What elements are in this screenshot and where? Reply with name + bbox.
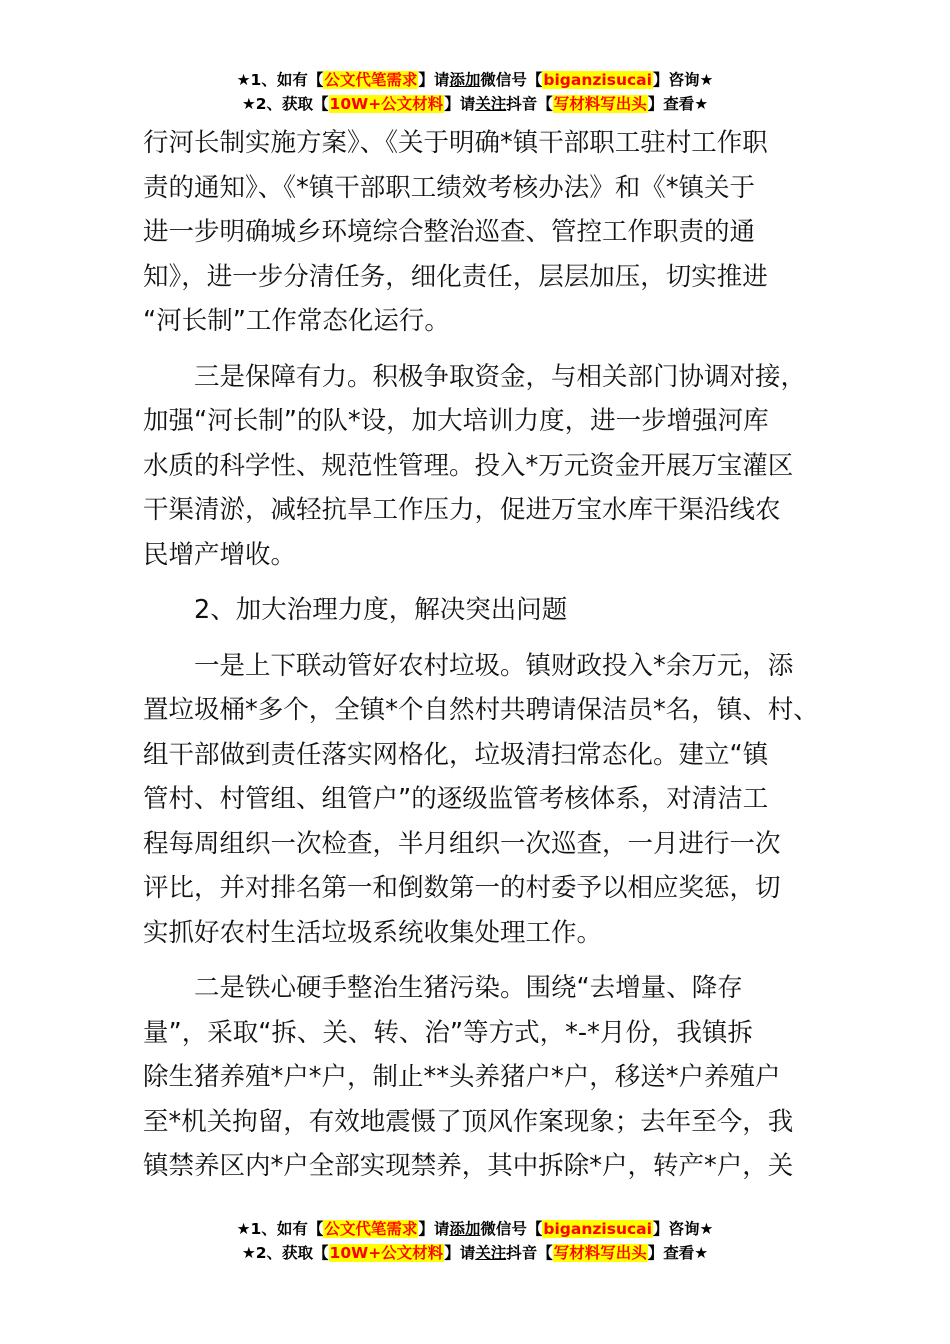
banner-underlined: 关注: [475, 1244, 507, 1262]
banner-highlight: 写材料写出头: [553, 95, 647, 113]
text-line: 除生猪养殖*户*户，制止**头养猪户*户，移送*户养殖户: [143, 1062, 781, 1092]
text-line: “河长制”工作常态化运行。: [143, 306, 450, 336]
text-line: 一是上下联动管好农村垃圾。镇财政投入*余万元，添: [143, 650, 794, 681]
section-heading: [143, 588, 823, 633]
text-line: 知》，进一步分清任务，细化责任，层层加压，切实推进: [143, 261, 768, 292]
banner-line-1: [0, 68, 950, 92]
document-body: [143, 121, 823, 1189]
text-line: 评比，并对排名第一和倒数第一的村委予以相应奖惩，切: [143, 873, 781, 903]
banner-underlined: 添加: [449, 1220, 481, 1238]
banner-text: 】请: [418, 71, 450, 89]
banner-text: 微信号【: [480, 1220, 543, 1238]
banner-text: 】咨询★: [652, 71, 714, 89]
text-line: 组干部做到责任落实网格化，垃圾清扫常态化。建立“镇: [143, 739, 769, 770]
text-line: 管村、村管组、组管户”的逐级监管考核体系，对清洁工: [143, 784, 769, 814]
text-line: 实抓好农村生活垃圾系统收集处理工作。: [143, 917, 603, 948]
banner-text: 】查看★: [647, 1244, 709, 1262]
banner-text: 微信号【: [480, 71, 543, 89]
text-line: 置垃圾桶*多个，全镇*个自然村共聘请保洁员*名，镇、村、: [143, 695, 819, 725]
banner-underlined: 添加: [449, 71, 481, 89]
banner-text: 】请: [444, 1244, 476, 1262]
banner-highlight: biganzisucai: [543, 71, 652, 89]
text-line: 干渠清淤，减轻抗旱工作压力，促进万宝水库干渠沿线农: [143, 495, 781, 525]
banner-text: ★1、如有【: [236, 1220, 324, 1238]
banner-line-2: [0, 1241, 950, 1265]
banner-highlight: 公文代笔需求: [324, 71, 418, 89]
text-line: 二是铁心硬手整治生猪污染。围绕“去增量、降存: [143, 973, 743, 1003]
text-line: 至*机关拘留，有效地震慑了顶风作案现象；去年至今，我: [143, 1106, 794, 1137]
paragraph: [143, 121, 823, 344]
banner-text: ★2、获取【: [241, 95, 329, 113]
text-line: 镇禁养区内*户全部实现禁养，其中拆除*户，转产*户，关: [143, 1151, 794, 1181]
paragraph: [143, 644, 823, 956]
banner-highlight: 公文代笔需求: [324, 1220, 418, 1238]
banner-underlined: 关注: [475, 95, 507, 113]
banner-line-2: [0, 92, 950, 116]
paragraph: [143, 355, 823, 578]
text-line: 程每周组织一次检查，半月组织一次巡查，一月进行一次: [143, 828, 781, 859]
banner-highlight: biganzisucai: [543, 1220, 652, 1238]
text-line: 进一步明确城乡环境综合整治巡查、管控工作职责的通: [143, 217, 756, 247]
banner-text: 】请: [418, 1220, 450, 1238]
text-line: 行河长制实施方案》、《关于明确*镇干部职工驻村工作职: [143, 128, 768, 158]
paragraph: [143, 966, 823, 1189]
footer-banner: [0, 1217, 950, 1265]
text-line: 民增产增收。: [143, 539, 297, 570]
banner-highlight: 写材料写出头: [553, 1244, 647, 1262]
banner-highlight: 10W+公文材料: [329, 1244, 444, 1262]
banner-highlight: 10W+公文材料: [329, 95, 444, 113]
header-banner: [0, 68, 950, 116]
text-line: 量”，采取“拆、关、转、治”等方式，*-*月份，我镇拆: [143, 1017, 753, 1048]
text-line: 加强“河长制”的队*设，加大培训力度，进一步增强河库: [143, 406, 769, 436]
banner-text: 】咨询★: [652, 1220, 714, 1238]
banner-text: 】请: [444, 95, 476, 113]
banner-text: ★1、如有【: [236, 71, 324, 89]
banner-text: ★2、获取【: [241, 1244, 329, 1262]
banner-text: 】查看★: [647, 95, 709, 113]
banner-line-1: [0, 1217, 950, 1241]
text-line: 责的通知》、《*镇干部职工绩效考核办法》和《*镇关于: [143, 172, 756, 203]
text-line: 三是保障有力。积极争取资金，与相关部门协调对接，: [143, 361, 807, 392]
text-line: 水质的科学性、规范性管理。投入*万元资金开展万宝灌区: [143, 450, 794, 481]
banner-text: 抖音【: [506, 1244, 553, 1262]
banner-text: 抖音【: [506, 95, 553, 113]
text-line: 2、加大治理力度，解决突出问题: [143, 595, 568, 625]
